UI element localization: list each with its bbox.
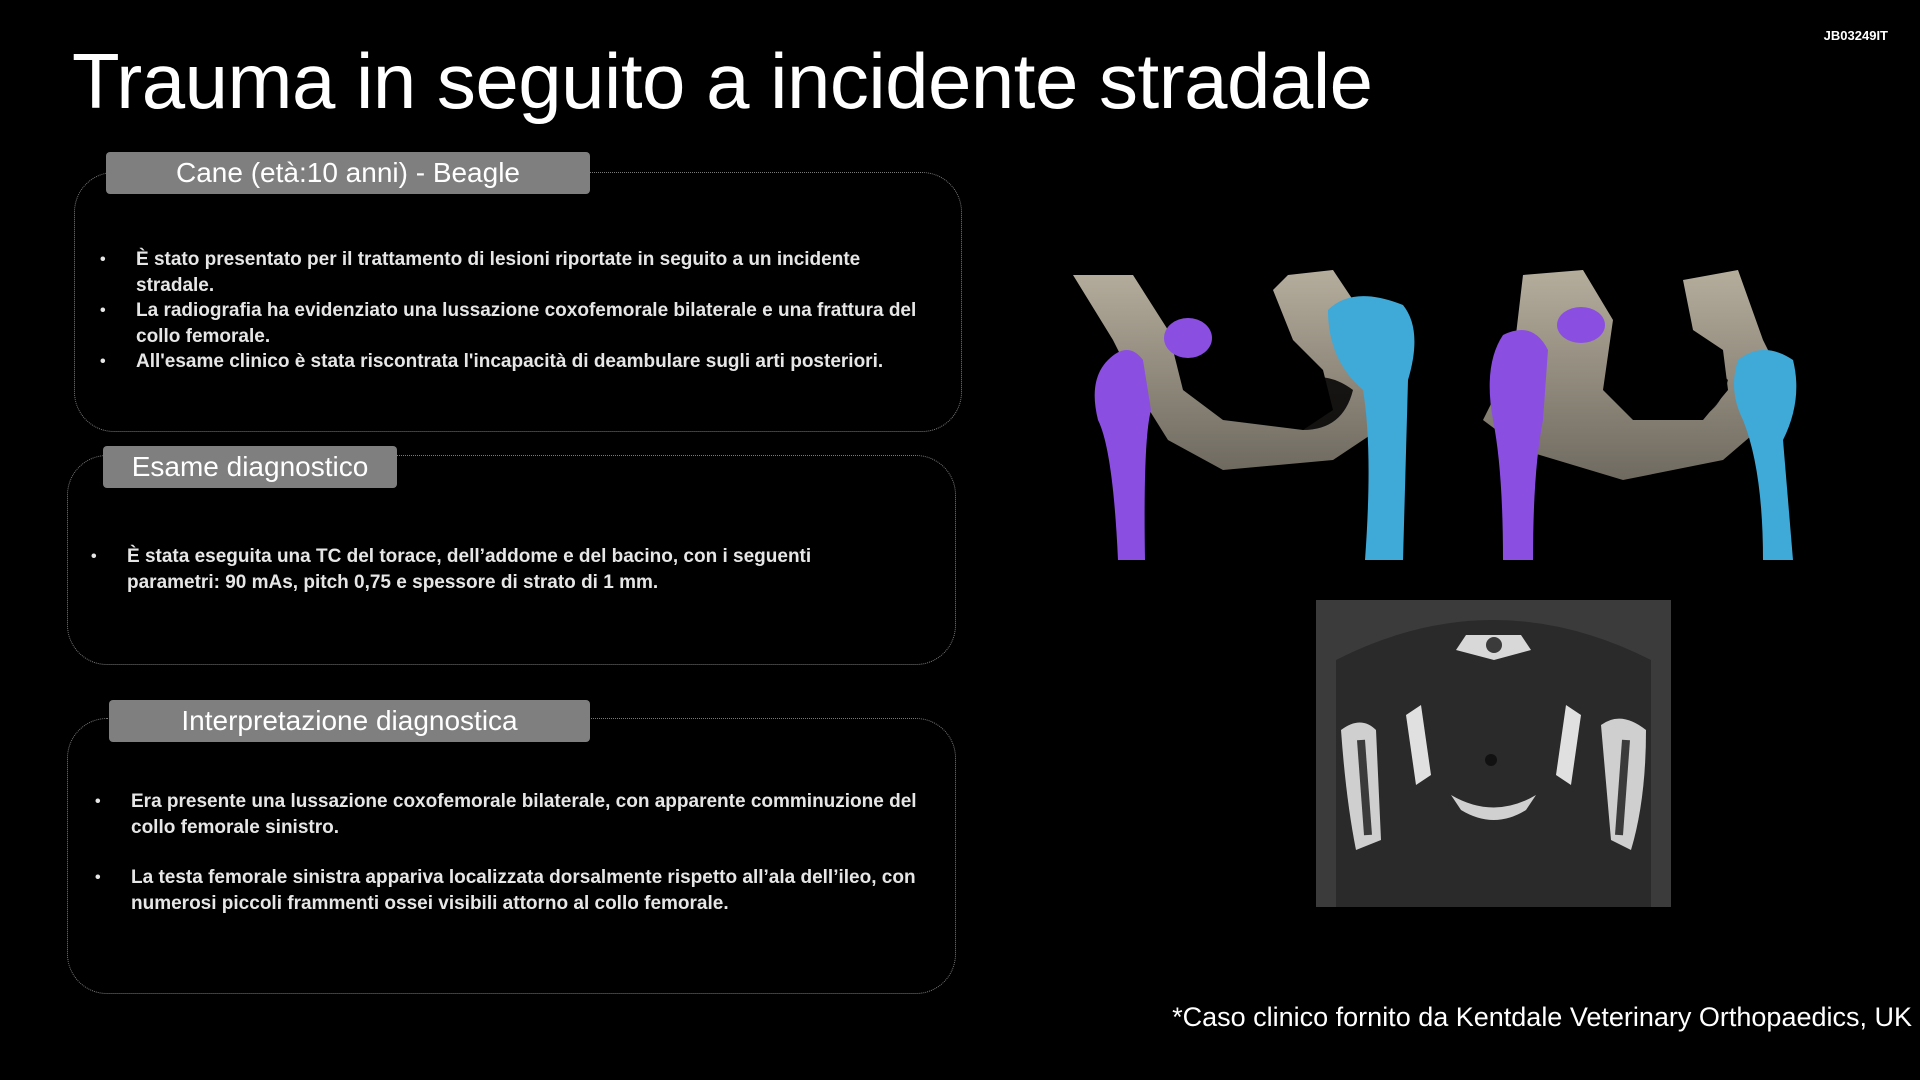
section-exam-header: Esame diagnostico — [103, 446, 397, 488]
page-title: Trauma in seguito a incidente stradale — [72, 37, 1373, 125]
list-item: • È stato presentato per il trattamento di lesioni riportate in seguito a un incidente stradale. — [100, 247, 940, 298]
pelvis-right-view — [1483, 270, 1796, 560]
ct-axial-slice-image — [1316, 600, 1671, 907]
doc-code: JB03249IT — [1823, 28, 1888, 43]
list-item: • La radiografia ha evidenziato una lussazione coxofemorale bilaterale e una frattura del collo femorale. — [100, 298, 940, 349]
section-case-header: Cane (età:10 anni) - Beagle — [106, 152, 590, 194]
section-interpretation-list — [95, 789, 935, 916]
section-interpretation-header: Interpretazione diagnostica — [109, 700, 590, 742]
pelvis-left-view — [1073, 270, 1414, 560]
list-item: • È stata eseguita una TC del torace, dell’addome e del bacino, con i seguenti parametri: 90 mAs, pitch 0,75 e spessore di strato di 1 mm. — [91, 544, 881, 595]
list-item: • La testa femorale sinistra appariva localizzata dorsalmente rispetto all’ala dell’ileo, con numerosi piccoli frammenti ossei visibili attorno al collo femorale. — [95, 865, 935, 916]
section-exam-list — [91, 544, 881, 595]
list-item: • All'esame clinico è stata riscontrata l'incapacità di deambulare sugli arti posteriori. — [100, 349, 940, 375]
case-credit: *Caso clinico fornito da Kentdale Veterinary Orthopaedics, UK — [1172, 1002, 1912, 1032]
ct-3d-reconstruction-image — [1073, 270, 1813, 560]
section-case-list — [100, 247, 940, 375]
list-item: • Era presente una lussazione coxofemorale bilaterale, con apparente comminuzione del collo femorale sinistro. — [95, 789, 935, 840]
